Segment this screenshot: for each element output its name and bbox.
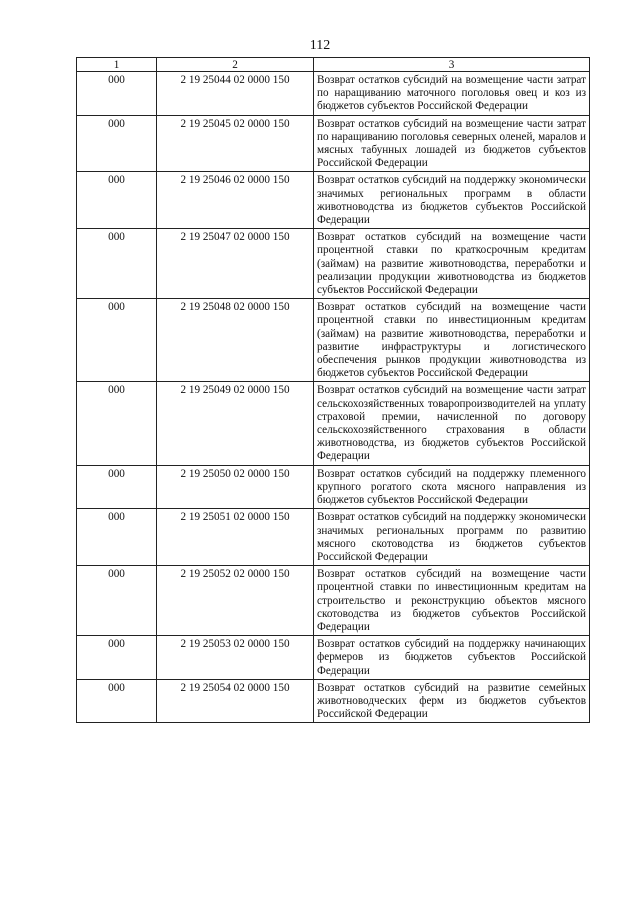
table-row xyxy=(77,509,590,566)
income-name-cell: Возврат остатков субсидий на поддержку экономически значимых региональных программ в области животноводства из бюджетов субъектов Российской Федерации xyxy=(314,172,590,229)
budget-classification-table xyxy=(76,57,590,723)
administrator-code-cell: 000 xyxy=(77,172,157,229)
budget-code-cell: 2 19 25044 02 0000 150 xyxy=(157,72,314,116)
budget-code-cell: 2 19 25051 02 0000 150 xyxy=(157,509,314,566)
income-name-cell: Возврат остатков субсидий на возмещение части процентной ставки по инвестиционным кредитам (займам) на развитие животноводства, переработки и развитие инфраструктуры и логистического обеспечения рынков продукции животноводства из бюджетов субъектов Российской Федерации xyxy=(314,299,590,382)
column-header-3: 3 xyxy=(314,58,590,72)
table-row xyxy=(77,636,590,680)
income-name-cell: Возврат остатков субсидий на возмещение части затрат сельскохозяйственных товаропроизводителей на уплату страховой премии, начисленной по договору сельскохозяйственного страхования в области животноводства, из бюджетов субъектов Российской Федерации xyxy=(314,382,590,465)
income-name-cell: Возврат остатков субсидий на поддержку экономически значимых региональных программ по развитию мясного скотоводства из бюджетов субъектов Российской Федерации xyxy=(314,509,590,566)
budget-code-cell: 2 19 25046 02 0000 150 xyxy=(157,172,314,229)
table-row xyxy=(77,72,590,116)
budget-code-cell: 2 19 25048 02 0000 150 xyxy=(157,299,314,382)
budget-code-cell: 2 19 25054 02 0000 150 xyxy=(157,679,314,723)
administrator-code-cell: 000 xyxy=(77,566,157,636)
administrator-code-cell: 000 xyxy=(77,72,157,116)
table-row xyxy=(77,115,590,172)
administrator-code-cell: 000 xyxy=(77,465,157,509)
budget-code-cell: 2 19 25053 02 0000 150 xyxy=(157,636,314,680)
table-row xyxy=(77,299,590,382)
administrator-code-cell: 000 xyxy=(77,299,157,382)
column-header-2: 2 xyxy=(157,58,314,72)
page-number: 112 xyxy=(309,38,331,53)
budget-code-cell: 2 19 25049 02 0000 150 xyxy=(157,382,314,465)
administrator-code-cell: 000 xyxy=(77,509,157,566)
table-header-row xyxy=(77,58,590,72)
budget-code-cell: 2 19 25047 02 0000 150 xyxy=(157,229,314,299)
table-row xyxy=(77,172,590,229)
income-name-cell: Возврат остатков субсидий на развитие семейных животноводческих ферм из бюджетов субъектов Российской Федерации xyxy=(314,679,590,723)
administrator-code-cell: 000 xyxy=(77,382,157,465)
table-row xyxy=(77,465,590,509)
income-name-cell: Возврат остатков субсидий на возмещение части процентной ставки по краткосрочным кредитам (займам) на развитие животноводства, переработки и реализации продукции животноводства из бюджетов субъектов Российской Федерации xyxy=(314,229,590,299)
table-row xyxy=(77,229,590,299)
administrator-code-cell: 000 xyxy=(77,229,157,299)
administrator-code-cell: 000 xyxy=(77,679,157,723)
income-name-cell: Возврат остатков субсидий на возмещение части процентной ставки по инвестиционным кредитам на строительство и реконструкцию объектов мясного скотоводства из бюджетов субъектов Российской Федерации xyxy=(314,566,590,636)
budget-code-cell: 2 19 25052 02 0000 150 xyxy=(157,566,314,636)
table-row xyxy=(77,566,590,636)
budget-code-cell: 2 19 25050 02 0000 150 xyxy=(157,465,314,509)
income-name-cell: Возврат остатков субсидий на возмещение части затрат по наращиванию маточного поголовья овец и коз из бюджетов субъектов Российской Федерации xyxy=(314,72,590,116)
administrator-code-cell: 000 xyxy=(77,636,157,680)
column-header-1: 1 xyxy=(77,58,157,72)
table-row xyxy=(77,382,590,465)
income-name-cell: Возврат остатков субсидий на поддержку начинающих фермеров из бюджетов субъектов Российской Федерации xyxy=(314,636,590,680)
administrator-code-cell: 000 xyxy=(77,115,157,172)
budget-code-cell: 2 19 25045 02 0000 150 xyxy=(157,115,314,172)
income-name-cell: Возврат остатков субсидий на поддержку племенного крупного рогатого скота мясного направления из бюджетов субъектов Российской Федерации xyxy=(314,465,590,509)
table-row xyxy=(77,679,590,723)
income-name-cell: Возврат остатков субсидий на возмещение части затрат по наращиванию поголовья северных оленей, маралов и мясных табунных лошадей из бюджетов субъектов Российской Федерации xyxy=(314,115,590,172)
